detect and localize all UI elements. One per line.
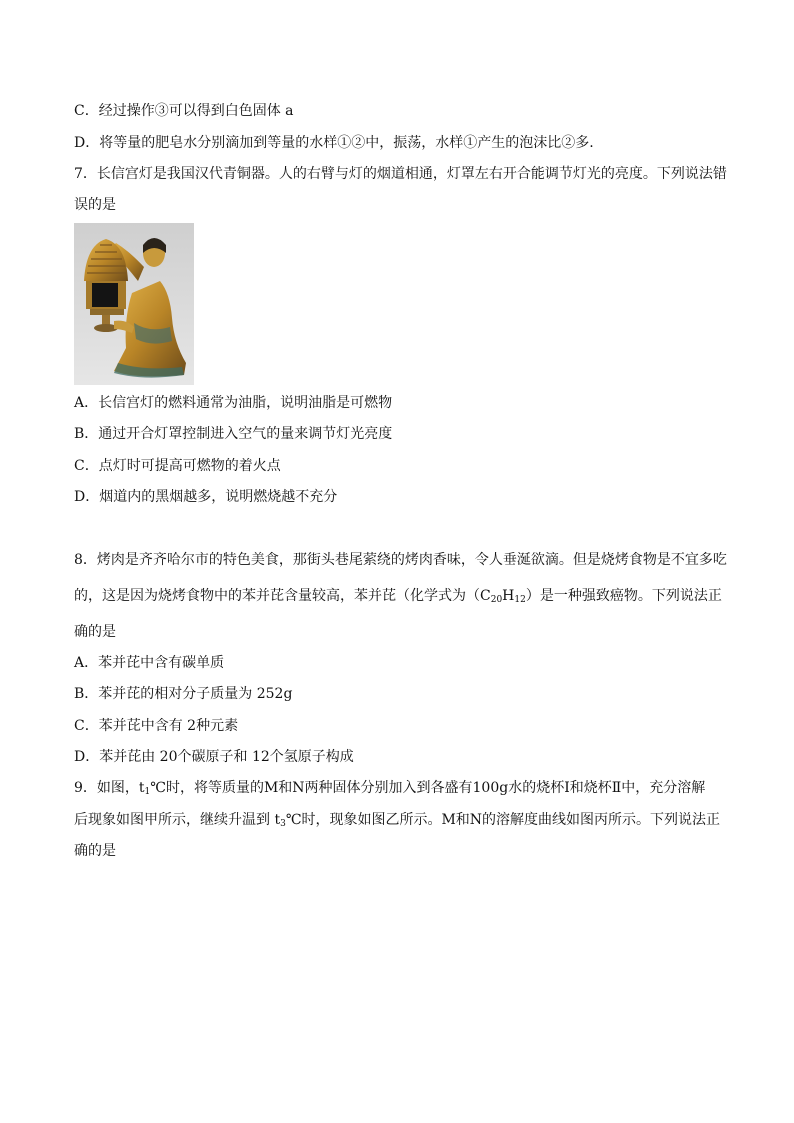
q6-option-d: D．将等量的肥皂水分别滴加到等量的水样①②中，振荡，水样①产生的泡沫比②多. <box>74 135 594 151</box>
q6-option-c: C．经过操作③可以得到白色固体 a <box>74 103 294 119</box>
formula-hydrogen-count: 12 <box>514 595 526 605</box>
temperature-t3-sub: 3 <box>280 819 286 829</box>
formula-hydrogen: H <box>502 588 515 604</box>
q9-stem-line2: 后现象如图甲所示，继续升温到 $t_3℃$时，现象如图乙所示。M和N的溶解度曲线如图丙所示。下列说法正 <box>74 812 721 829</box>
q8-stem-line2: 的，这是因为烧烤食物中的苯并芘含量较高，苯并芘（化学式为$(C_{20}H_{12})$是一种强致癌物。下列说法正 <box>74 588 722 605</box>
temperature-t1-sub: 1 <box>144 787 151 797</box>
q8-option-a: A．苯并芘中含有碳单质 <box>74 655 225 671</box>
formula-carbon: C <box>480 588 491 604</box>
q8-option-b: B．苯并芘的相对分子质量为 252g <box>74 686 293 702</box>
changxin-palace-lamp-image <box>74 223 194 385</box>
q7-option-c: C．点灯时可提高可燃物的着火点 <box>74 458 281 474</box>
q9-stem-line3: 确的是 <box>74 843 116 859</box>
q7-stem-line2: 误的是 <box>74 197 116 213</box>
q8-stem-line3: 确的是 <box>74 624 116 640</box>
q8-option-c: C．苯并芘中含有 2种元素 <box>74 718 239 734</box>
q8-option-d: D．苯并芘由 20个碳原子和 12个氢原子构成 <box>74 749 354 765</box>
formula-carbon-count: 20 <box>490 595 503 605</box>
q8-stem-line1: 8．烤肉是齐齐哈尔市的特色美食，那街头巷尾萦绕的烤肉香味，令人垂涎欲滴。但是烧烤食物是不宜多吃 <box>74 552 727 568</box>
q9-stem-line1: 9．如图，$t_1℃$时，将等质量的M和N两种固体分别加入到各盛有100g水的烧杯Ⅰ和烧杯Ⅱ中，充分溶解 <box>74 780 706 797</box>
q7-stem-line1: 7．长信宫灯是我国汉代青铜器。人的右臂与灯的烟道相通，灯罩左右开合能调节灯光的亮度。下列说法错 <box>74 166 727 182</box>
q7-option-a: A．长信宫灯的燃料通常为油脂，说明油脂是可燃物 <box>74 395 393 411</box>
q7-option-b: B．通过开合灯罩控制进入空气的量来调节灯光亮度 <box>74 426 393 442</box>
q7-option-d: D．烟道内的黑烟越多，说明燃烧越不充分 <box>74 489 338 505</box>
